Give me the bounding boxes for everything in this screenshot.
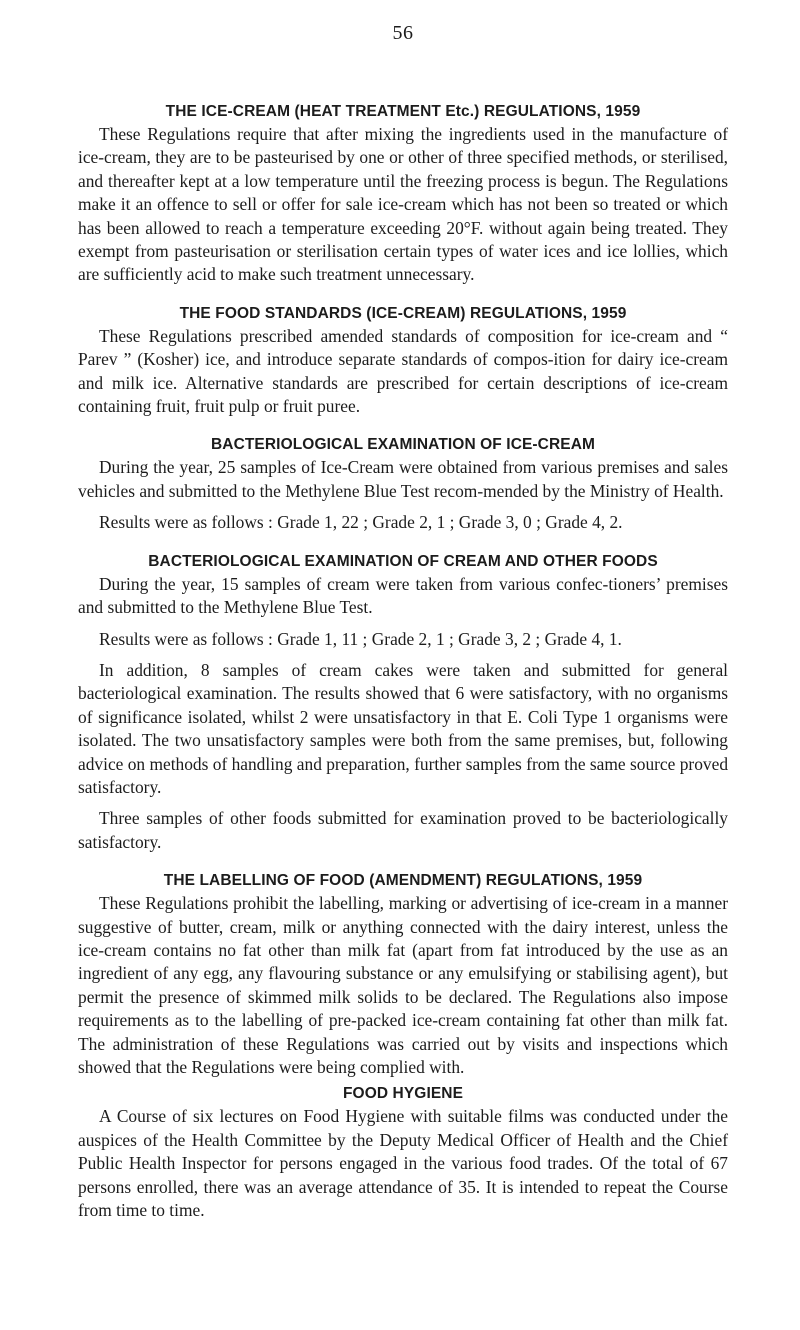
section-paragraph: A Course of six lectures on Food Hygiene with suitable films was conducted under the auspices of the Health Committee by the Deputy Medical Officer of Health and the Chief Public Health Inspector for persons engaged in the various food trades. Of the total of 67 persons enrolled, there was an average attendance of 35. It is intended to repeat the Course from time to time.: [78, 1106, 728, 1221]
section-bacteriological-cream-other-foods: [78, 551, 728, 854]
section-paragraph: During the year, 25 samples of Ice-Cream were obtained from various premises and sales vehicles and submitted to the Methylene Blue Test recom-mended by the Ministry of Health.: [78, 457, 728, 501]
document-page: [78, 22, 728, 1238]
page-number: 56: [392, 22, 414, 44]
section-heading: FOOD HYGIENE: [342, 1085, 464, 1103]
section-paragraph: Results were as follows : Grade 1, 11 ; Grade 2, 1 ; Grade 3, 2 ; Grade 4, 1.: [99, 628, 622, 649]
section-paragraph: These Regulations require that after mixing the ingredients used in the manufacture of ice-cream, they are to be pasteurised by one or other of three specified methods, or sterilised, and thereafter kept at a low temperature until the freezing process is begun. The Regulations make it an offence to sell or offer for sale ice-cream which has not been so treated or which has been allowed to reach a temperature exceeding 20°F. without again being treated. They exempt from pasteurisation or sterilisation certain types of water ices and ice lollies, which are sufficiently acid to make such treatment unnecessary.: [78, 124, 728, 285]
section-heading: BACTERIOLOGICAL EXAMINATION OF CREAM AND OTHER FOODS: [148, 552, 658, 570]
section-heading: THE LABELLING OF FOOD (AMENDMENT) REGULATIONS, 1959: [163, 872, 643, 890]
section-labelling-of-food: [78, 870, 728, 1079]
section-ice-cream-heat-treatment: [78, 101, 728, 287]
section-food-standards-ice-cream: [78, 303, 728, 419]
section-paragraph: Results were as follows : Grade 1, 22 ; Grade 2, 1 ; Grade 3, 0 ; Grade 4, 2.: [99, 512, 623, 533]
section-paragraph: Three samples of other foods submitted for examination proved to be bacteriologically satisfactory.: [78, 808, 728, 852]
section-food-hygiene: [78, 1083, 728, 1222]
section-heading: THE FOOD STANDARDS (ICE-CREAM) REGULATIONS, 1959: [179, 304, 627, 322]
section-paragraph: During the year, 15 samples of cream were taken from various confec-tioners’ premises and submitted to the Methylene Blue Test.: [78, 573, 728, 618]
section-paragraph: In addition, 8 samples of cream cakes were taken and submitted for general bacteriological examination. The results showed that 6 were satisfactory, with no organisms of significance isolated, whilst 2 were unsatisfactory in that E. Coli Type 1 organisms were isolated. The two unsatisfactory samples were both from the same premises, but, following advice on methods of handling and preparation, further samples from the same source proved satisfactory.: [78, 659, 729, 797]
section-paragraph: These Regulations prescribed amended standards of composition for ice-cream and “ Parev ” (Kosher) ice, and introduce separate standards of compos-ition for dairy ice-cream and milk ice. Alternative standards are prescribed for certain descriptions of ice-cream containing fruit, fruit pulp or fruit puree.: [78, 325, 728, 417]
section-heading: THE ICE-CREAM (HEAT TREATMENT Etc.) REGULATIONS, 1959: [165, 103, 641, 120]
section-bacteriological-ice-cream: [78, 434, 728, 534]
section-heading: BACTERIOLOGICAL EXAMINATION OF ICE-CREAM: [210, 436, 596, 454]
section-paragraph: These Regulations prohibit the labelling, marking or advertising of ice-cream in a manner suggestive of butter, cream, milk or anything connected with the dairy interest, unless the ice-cream contains no fat other than milk fat (apart from fat introduced by the use as an ingredient of any egg, any flavouring substance or any emulsifying or stabilising agent), but permit the presence of skimmed milk solids to be declared. The Regulations also impose requirements as to the labelling of pre-packed ice-cream containing fat other than milk fat. The administration of these Regulations was carried out by visits and inspections which showed that the Regulations were being complied with.: [78, 893, 728, 1077]
